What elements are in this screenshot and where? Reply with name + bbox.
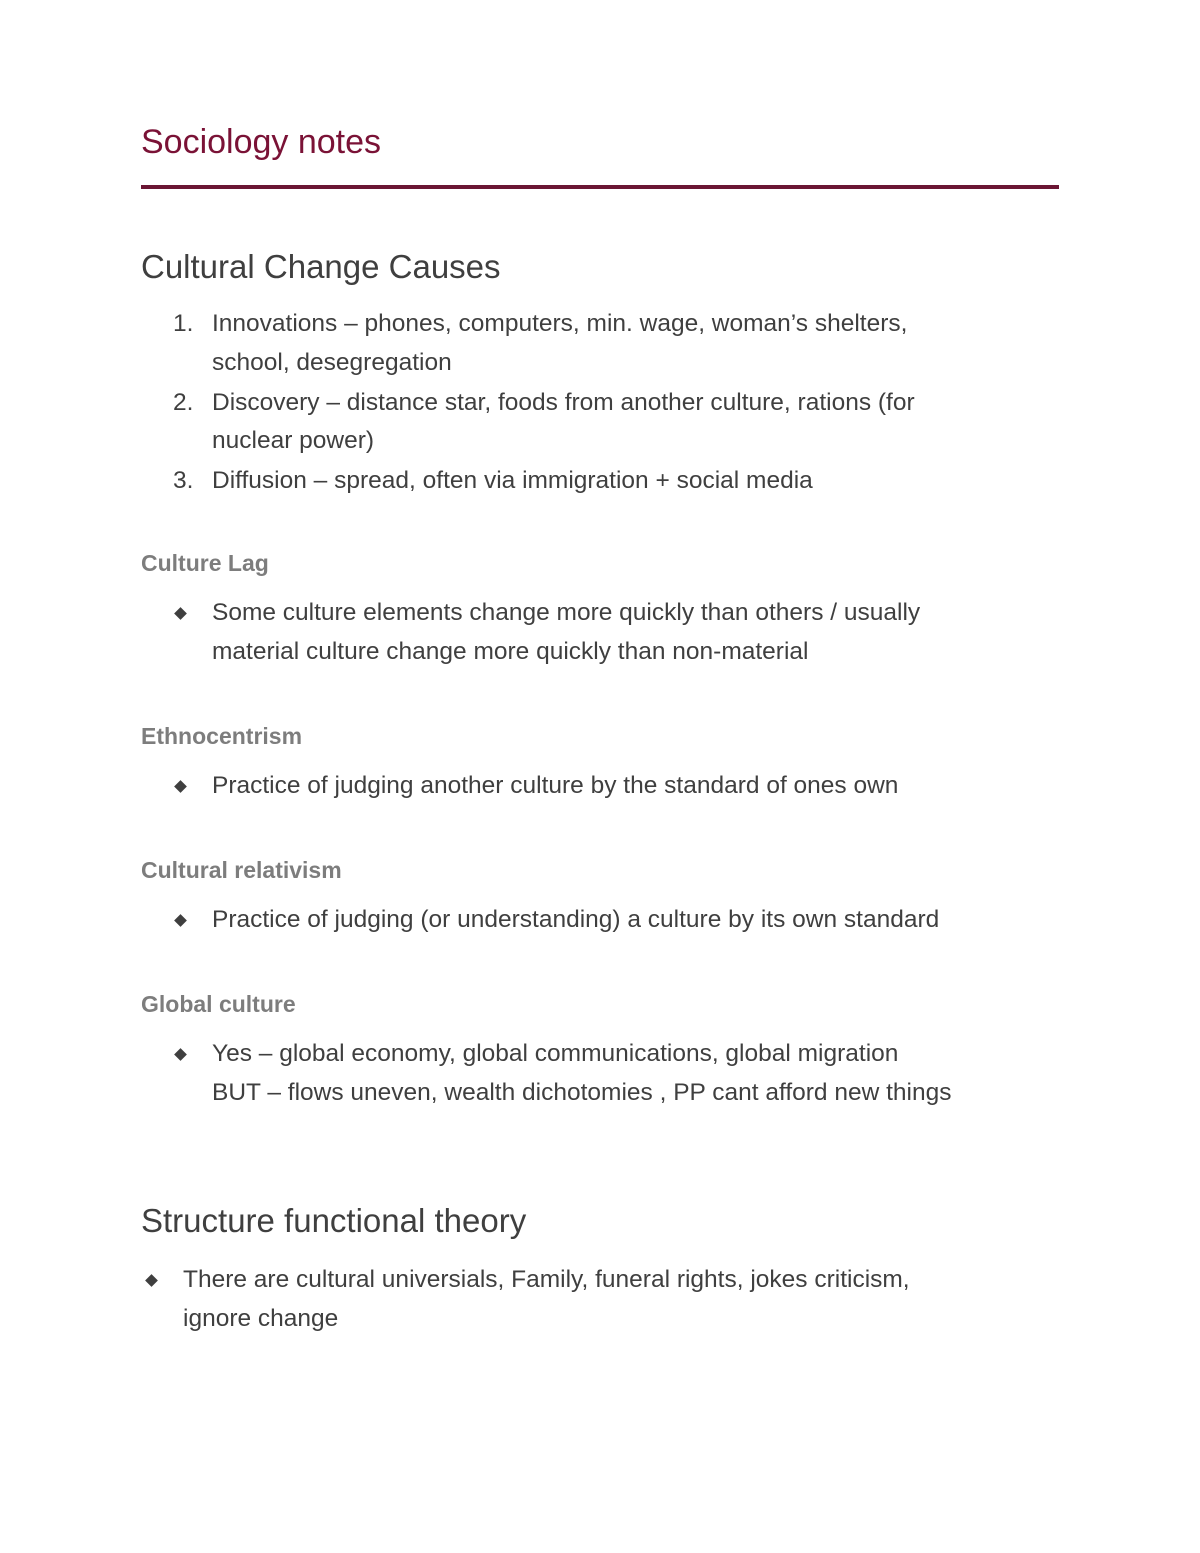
list-item-text: material culture change more quickly than non-material xyxy=(212,637,809,665)
list-item-text: school, desegregation xyxy=(212,348,452,376)
list-item-text: Practice of judging (or understanding) a culture by its own standard xyxy=(212,906,940,933)
list-item xyxy=(141,305,1041,382)
list-item xyxy=(141,384,1041,461)
list-item-text: Some culture elements change more quickly than others / usually xyxy=(212,599,921,626)
list-number: 3. xyxy=(173,467,194,494)
list-item-text: There are cultural universials, Family, funeral rights, jokes criticism, xyxy=(183,1266,910,1293)
list-item xyxy=(141,594,1041,671)
heading-culture-lag: Culture Lag xyxy=(141,550,269,576)
list-item-text: ignore change xyxy=(183,1304,339,1332)
bullet-icon xyxy=(174,780,187,793)
list-item-text: BUT – flows uneven, wealth dichotomies , PP cant afford new things xyxy=(212,1078,952,1106)
global-culture-list xyxy=(141,1035,1041,1114)
ethnocentrism-list xyxy=(141,767,1041,807)
list-item-text: Discovery – distance star, foods from another culture, rations (for xyxy=(212,388,915,416)
heading-cultural-relativism: Cultural relativism xyxy=(141,857,342,883)
heading-ethnocentrism: Ethnocentrism xyxy=(141,723,303,749)
title-divider xyxy=(141,185,1059,189)
heading-cultural-change-causes: Cultural Change Causes xyxy=(141,248,501,285)
list-item-text: Yes – global economy, global communications, global migration xyxy=(212,1040,899,1067)
bullet-icon xyxy=(174,1048,187,1061)
bullet-icon xyxy=(174,607,187,620)
list-item xyxy=(141,1035,1041,1112)
document-title: Sociology notes xyxy=(141,123,382,161)
list-number: 2. xyxy=(173,388,194,416)
list-item xyxy=(141,901,1041,940)
list-item xyxy=(141,1261,1041,1338)
list-item xyxy=(141,767,1041,806)
list-item-text: nuclear power) xyxy=(212,427,375,454)
culture-lag-list xyxy=(141,594,1041,673)
bullet-icon xyxy=(174,914,187,927)
heading-global-culture: Global culture xyxy=(141,991,296,1017)
bullet-icon xyxy=(145,1274,158,1287)
list-number: 1. xyxy=(173,310,194,337)
cultural-change-list xyxy=(141,305,1041,502)
list-item xyxy=(141,462,1041,501)
list-item-text: Diffusion – spread, often via immigration + social media xyxy=(212,467,813,494)
cultural-relativism-list xyxy=(141,901,1041,941)
structure-functional-list xyxy=(141,1261,1041,1340)
list-item-text: Innovations – phones, computers, min. wage, woman’s shelters, xyxy=(212,310,908,337)
heading-structure-functional-theory: Structure functional theory xyxy=(141,1202,527,1239)
list-item-text: Practice of judging another culture by the standard of ones own xyxy=(212,772,899,799)
